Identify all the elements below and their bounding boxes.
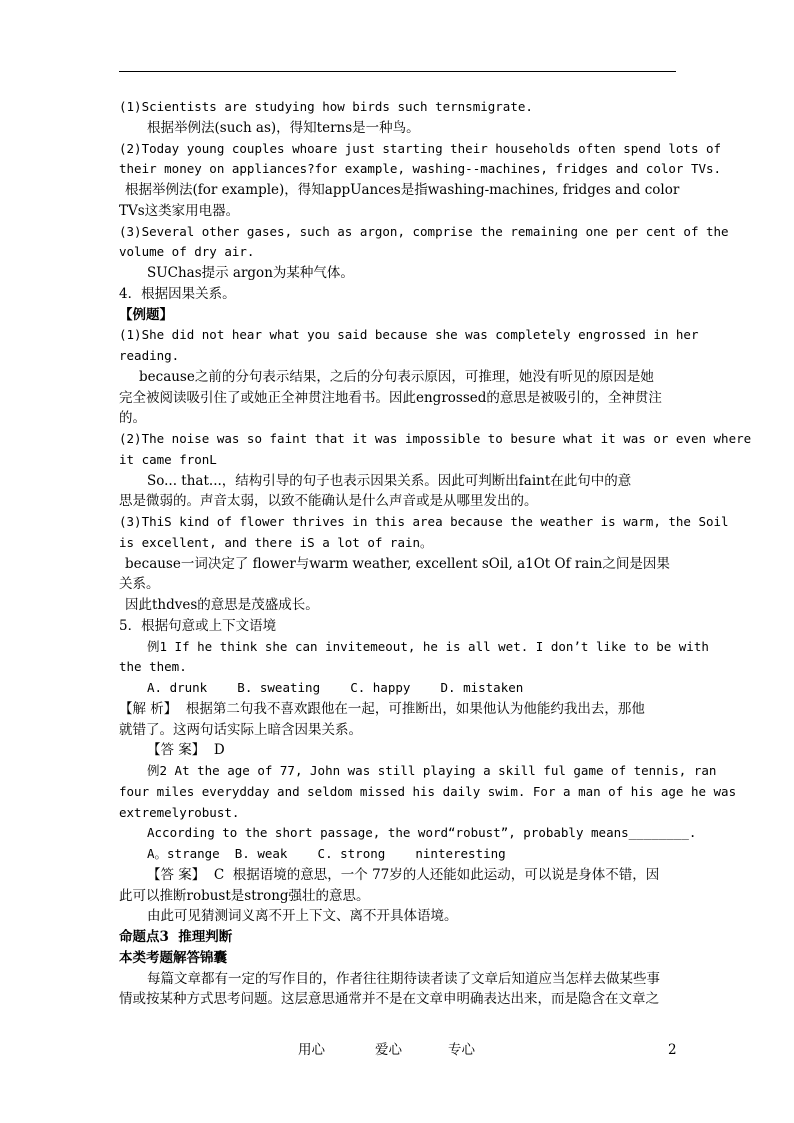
text-line: 本类考题解答锦囊 — [119, 949, 227, 966]
text-line: (3)Several other gases, such as argon, comprise the remaining one per cent of the — [119, 223, 729, 239]
text-line: A. drunk B. sweating C. happy D. mistaken — [147, 680, 524, 695]
text-line: (1)She did not hear what you said because she was completely engrossed in her — [119, 327, 699, 343]
text-line: 例2 At the age of 77, John was still playing a skill ful game of tennis, ran — [147, 763, 717, 778]
text-line: (1)Scientists are studying how birds such ternsmigrate. — [119, 99, 533, 114]
text-line: their money on appliances?for example, washing--machines, fridges and color TVs. — [119, 161, 722, 177]
text-line: SUChas提示 argon为某种气体。 — [147, 265, 354, 281]
text-line: 例1 If he think she can invitemeout, he is all wet. I don’t like to be with — [147, 638, 709, 654]
text-line: 【答 案】 C 根据语境的意思，一个 77岁的人还能如此运动，可以说是身体不错，因 — [147, 866, 660, 883]
text-line: because之前的分句表示结果，之后的分句表示原因，可推理，她没有听见的原因是她 — [139, 368, 654, 385]
text-line: 的。 — [119, 410, 146, 427]
text-line: 【答 案】 D — [147, 742, 225, 759]
text-line: 因此thdves的意思是茂盛成长。 — [125, 597, 319, 613]
text-line: 情或按某种方式思考问题。这层意思通常并不是在文章申明确表达出来，而是隐含在文章之 — [119, 991, 659, 1008]
text-line: because一词决定了 flower与warm weather, excellent sOil, a1Ot Of rain之间是因果 — [125, 555, 670, 572]
text-line: 关系。 — [119, 576, 160, 593]
page-number: 2 — [668, 1042, 677, 1058]
text-line: TVs这类家用电器。 — [119, 202, 240, 219]
text-line: reading. — [119, 348, 180, 363]
footer-motto-2: 爱心 — [375, 1042, 402, 1058]
text-line: (3)ThiS kind of flower thrives in this area because the weather is warm, the Soil — [119, 514, 729, 529]
text-line: 就错了。这两句话实际上暗含因果关系。 — [119, 721, 362, 738]
text-line: is excellent, and there iS a lot of rain。 — [119, 534, 433, 550]
text-line: 根据举例法(such as)，得知terns是一种鸟。 — [147, 119, 420, 136]
text-line: (2)The noise was so faint that it was impossible to besure what it was or even where — [119, 431, 752, 446]
text-line: 完全被阅读吸引住了或她正全神贯注地看书。因此engrossed的意思是被吸引的，全神贯注 — [119, 389, 662, 406]
footer-motto-3: 专心 — [448, 1042, 475, 1058]
text-line: four miles everydday and seldom missed his daily swim. For a man of his age he was — [119, 783, 737, 799]
text-line: 思是微弱的。声音太弱，以致不能确认是什么声音或是从哪里发出的。 — [119, 493, 538, 510]
text-line: A。strange B. weak C. strong ninteresting — [147, 846, 506, 861]
text-line: So... that...，结构引导的句子也表示因果关系。因此可判断出faint在此句中的意 — [147, 472, 632, 489]
text-line: (2)Today young couples whoare just starting their households often spend lots of — [119, 140, 722, 156]
text-line: According to the short passage, the word“robust”, probably means________. — [147, 825, 697, 841]
text-line: 根据举例法(for example)，得知appUances是指washing-machines, fridges and color — [125, 182, 680, 198]
text-line: 命题点3 推理判断 — [119, 929, 233, 945]
text-line: the them. — [119, 659, 187, 675]
text-line: 5．根据句意或上下文语境 — [119, 617, 277, 634]
text-line: it came fronL — [119, 451, 217, 467]
text-line: 每篇文章都有一定的写作目的，作者往往期待读者读了文章后知道应当怎样去做某些事 — [147, 970, 660, 987]
text-line: 【例题】 — [119, 306, 173, 323]
text-line: volume of dry air. — [119, 244, 255, 260]
header-rule — [119, 71, 676, 72]
footer-motto-1: 用心 — [298, 1042, 325, 1058]
text-line: 由此可见猜测词义离不开上下文、离不开具体语境。 — [147, 908, 458, 925]
text-line: 4．根据因果关系。 — [119, 285, 236, 302]
text-line: 【解 析】 根据第二句我不喜欢跟他在一起，可推断出，如果他认为他能约我出去，那他 — [119, 700, 645, 717]
text-line: 此可以推断robust是strong强壮的意思。 — [119, 887, 370, 904]
text-line: extremelyrobust. — [119, 804, 240, 820]
